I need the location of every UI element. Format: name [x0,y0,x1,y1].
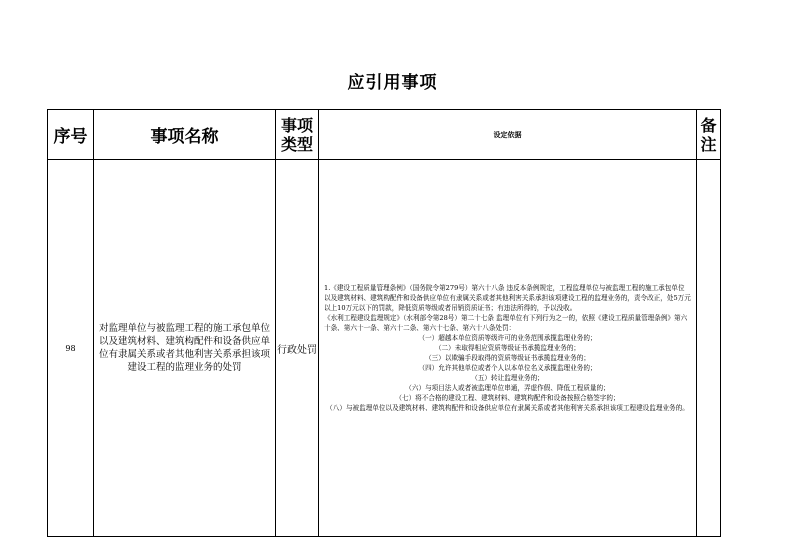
cell-note [697,160,721,537]
page-title: 应引用事项 [347,73,438,93]
basis-item: （四）允许其他单位或者个人以本单位名义承揽监理业务的； [418,364,597,372]
basis-para-1: 1.《建设工程质量管理条例》（国务院令第279号）第六十八条 违反本条例规定，工程监理单位与被监理工程的施工承包单位以及建筑材料、建筑构配件和设备供应单位有隶属关系或者其他利害关系承担该项建设工程的监理业务的，责令改正，处5万元以上10万元以下的罚款，降低资质等级或者吊销资质证书；有违法所得的，予以没收。 [324,284,691,312]
header-name: 事项名称 [94,110,276,160]
header-type-text: 事项类型 [280,115,313,154]
cell-seq: 98 [48,160,94,537]
basis-item: （八）与被监理单位以及建筑材料、建筑构配件和设备供应单位有隶属关系或者其他利害关系承担该项工程建设监理业务的。 [326,404,689,412]
basis-item: （三）以欺骗手段取得的资质等级证书承揽监理业务的； [425,354,590,362]
cell-type: 行政处罚 [276,160,319,537]
basis-para-2: 《水利工程建设监理规定》（水利部令第28号）第二十七条 监理单位有下列行为之一的，依照《建设工程质量管理条例》第六十条、第六十一条、第六十二条、第六十七条、第六十八条处罚： [324,314,688,332]
basis-item: （二）未取得相应资质等级证书承揽监理业务的； [434,344,581,352]
basis-item: （五）转让监理业务的； [471,374,544,382]
cell-basis [319,160,697,537]
header-type [276,110,319,160]
header-row [48,110,721,160]
header-note [697,110,721,160]
basis-item: （七）将不合格的建设工程、建筑材料、建筑构配件和设备按照合格签字的； [395,394,620,402]
header-seq: 序号 [48,110,94,160]
header-basis: 设定依据 [319,110,697,160]
matter-table [47,109,721,537]
basis-item: （一）超越本单位资质等级许可的业务范围承揽监理业务的； [418,334,597,342]
basis-item: （六）与项目法人或者被监理单位串通，弄虚作假、降低工程质量的； [405,384,610,392]
table-row [48,160,721,537]
cell-name: 对监理单位与被监理工程的施工承包单位以及建筑材料、建筑构配件和设备供应单位有隶属关系或者其他利害关系承担该项建设工程的监理业务的处罚 [94,160,276,537]
header-note-text: 备注 [700,115,717,154]
